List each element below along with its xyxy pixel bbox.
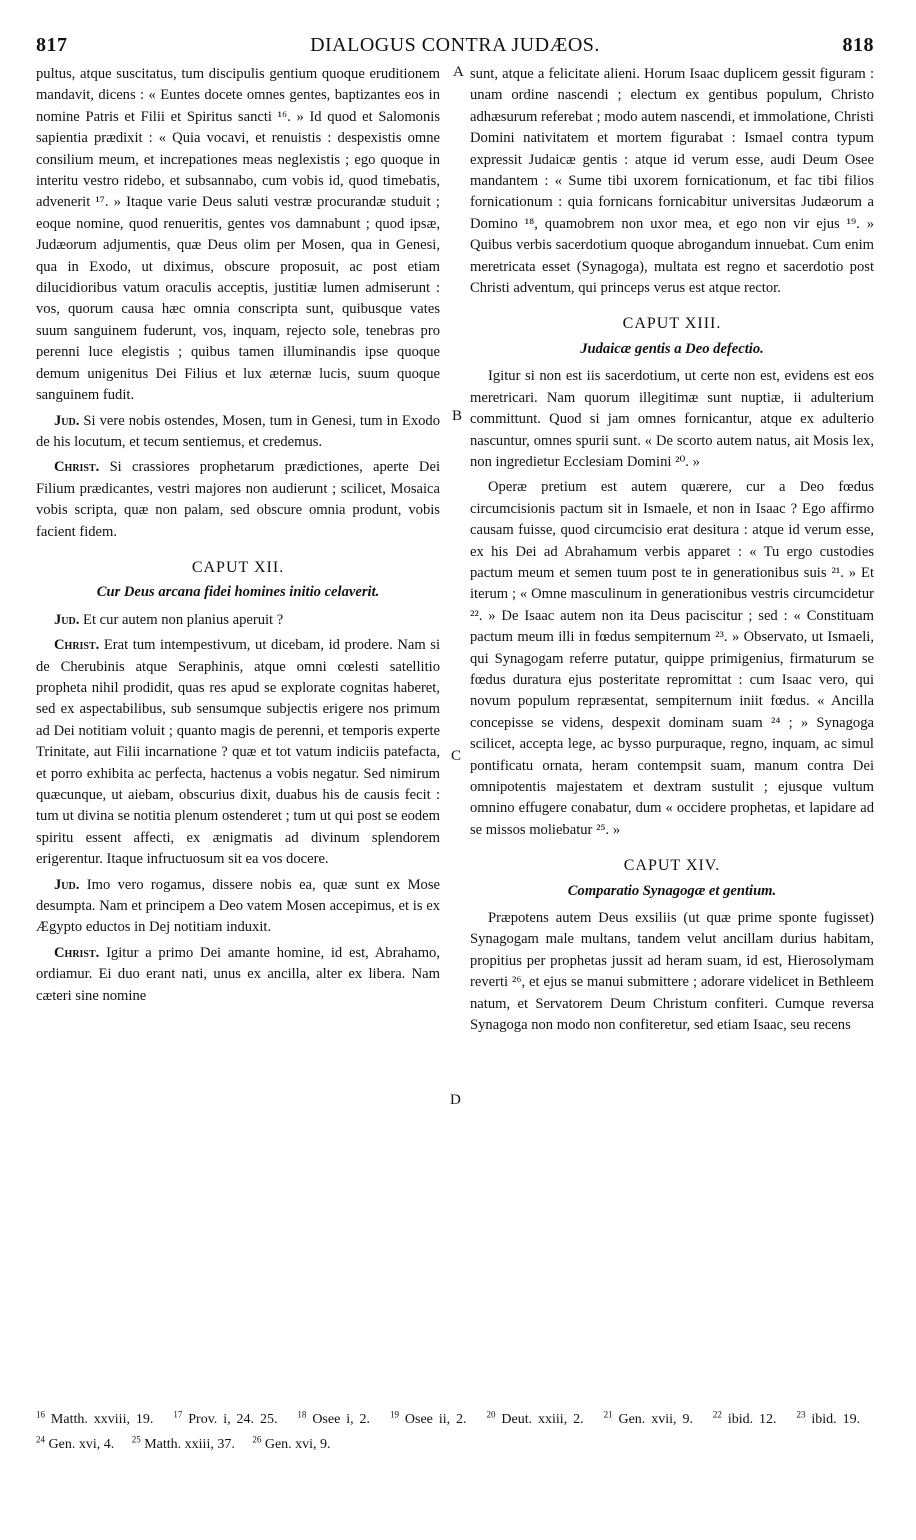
running-title: DIALOGUS CONTRA JUDÆOS. (310, 34, 600, 56)
footnote-number: 18 (297, 1409, 307, 1419)
footnote (486, 1409, 584, 1427)
chapter-subtitle: Cur Deus arcana fidei homines initio celaverit. (96, 584, 380, 601)
chapter-heading: CAPUT XIV. (623, 857, 721, 875)
footnote (173, 1409, 278, 1427)
footnote-reference: Gen. xvi, 4. (45, 1437, 115, 1453)
footnote-reference: Deut. xxiii, 2. (495, 1411, 584, 1427)
two-column-body (36, 64, 874, 1404)
paragraph: pultus, atque suscitatus, tum discipulis gentium quoque eruditionem mandavit, dicens : « Euntes docete omnes gentes, baptizantes eos in nomine Patris et Filii et Spiritus sancti ¹⁶. » Id quod et Salomonis sapientia prædixit : « Quia vocavi, et renuistis : despexistis omne consilium meum, et increpationes meas neglexistis ; ego quoque in interitu vestro ridebo, et subsannabo, cum vobis id, quod timebatis, advenerit ¹⁷. » Itaque varie Deus saluti vestræ procurandæ studuit ; eoque nomine, quod renueritis, gentes vos damnabunt ; quod ipsæ, Judæorum adjumentis, quæ Deus olim per Mosen, qua in Genesi, qua in Exodo, ut diximus, obscure proposuit, ac post etiam dilucidioribus vatum oraculis acceptis, justitiæ lumen admiserunt : vos, quorum causa hæc omnia conscripta sunt, quibusque vates suum sanguinem fuderunt, vos, inquam, rejecto sole, tenebras pro perenni luce elegistis ; quibus tamen illuminandis ipse quoque demum unigenitus Dei Filius et lux æternæ lucis, suum quoque sanguinem fudit. (36, 66, 440, 404)
speaker-label: Jud. (54, 611, 80, 628)
dialogue-paragraph: Jud. Si vere nobis ostendes, Mosen, tum in Genesi, tum in Exodo de his locutum, et tecum sentiemus, et credemus. (36, 412, 441, 450)
chapter-heading: CAPUT XIII. (622, 315, 722, 333)
paragraph: sunt, atque a felicitate alieni. Horum Isaac duplicem gessit figuram : unam ordine nascendi ; electum ex gentibus populum, Christo adhæsurum referebat ; modo autem nascendi, et immolatione, Christi Domini nativitatem et mortem figurabat : Ismael contra typum expressit Judaicæ gentis : atque id verum esse, audi Deum Osee mandantem : « Sume tibi uxorem fornicationum, et fac tibi filios fornicationum : quia fornicans fornicabitur universitas Judæorum a Domino ¹⁸, quamobrem non uxor mea, et ego non vir ejus ¹⁹. » Quibus verbis sacerdotium quoque abrogandum innuebat. Cum enim meretricata esset (Synagoga), multata est regno et sacerdotio post Christi adventum, qui princeps verus est atque rector. (470, 66, 874, 297)
footnote-reference: Gen. xvii, 9. (612, 1411, 693, 1427)
footnote-reference: Osee i, 2. (306, 1411, 371, 1427)
footnote (603, 1409, 693, 1427)
footnote-number: 20 (486, 1409, 496, 1419)
footnote-number: 23 (796, 1409, 806, 1419)
footnote-number: 16 (36, 1409, 45, 1419)
footnote-reference: Osee ii, 2. (398, 1411, 467, 1427)
footnote-reference: Matth. xxviii, 19. (45, 1411, 154, 1427)
right-column (470, 64, 874, 1404)
chapter-subtitle: Judaicæ gentis a Deo defectio. (580, 340, 764, 357)
footnote-number: 17 (173, 1409, 183, 1419)
footnote-reference: Prov. i, 24. 25. (182, 1411, 278, 1427)
chapter-subtitle: Comparatio Synagogæ et gentium. (567, 882, 777, 899)
footnote-reference: ibid. 12. (721, 1411, 777, 1427)
footnote (36, 1409, 154, 1427)
footnote (36, 1434, 115, 1453)
page-number-left: 817 (36, 34, 68, 56)
dialogue-paragraph: Christ. Erat tum intempestivum, ut dicebam, id prodere. Nam si de Cherubinis atque Seraphinis, atque omni cœlesti satellitio propheta nihil prodidit, quas res apud se explorate cognitas haberet, sed ex aspectabilibus, sub sensumque subjectis erigere nos primum ad Dei notitiam voluit ; quanto magis de perenni, et temporis experte Trinitate, aut Filii incarnatione ? quæ et tot vatum indiciis patefacta, et porro exhibita ac perfecta, hactenus a vobis negatur. Sed nimirum quæcunque, ut aiebam, obscurius dixit, duabus his de causis fecit : tum ut divina se notitia plenum ostenderet ; tum ut qui post se eodem spiritu essent affecti, ex ænigmatis ad divinum splendorem erigerentur. Itaque infructuosum sit ea vos docere. (36, 637, 440, 868)
chapter-heading: CAPUT XII. (191, 558, 285, 576)
footnote-reference: Gen. xvi, 9. (261, 1437, 331, 1453)
left-column (36, 64, 440, 1404)
footnote-number: 25 (131, 1434, 141, 1445)
dialogue-paragraph: Jud. Et cur autem non planius aperuit ? (54, 611, 284, 628)
footnote (712, 1409, 777, 1427)
dialogue-paragraph: Christ. Si crassiores prophetarum prædictiones, aperte Dei Filium prædicantes, vestri majores non audierunt ; scilicet, Mosaica vobis scripta, quæ non palam, sed obscure omnia produnt, vobis facient fidem. (36, 459, 440, 540)
margin-letter-c: C (451, 748, 462, 764)
paragraph: Præpotens autem Deus exsiliis (ut quæ prime sponte fugisset) Synagogam male multans, tandem velut ancillam durius habitam, propitius per prophetas jussit ad heram suam, id est, Hierosolymam reverti ²⁶, et ejus se manui submittere ; adorare videlicet in Bethleem natum, et Servatorem Deum Christum confiteri. Cumque reversa Synagoga non modo non confiteretur, sed etiam Isaac, seu recens (470, 910, 874, 1034)
footnote (252, 1434, 331, 1453)
dialogue-paragraph: Jud. Imo vero rogamus, dissere nobis ea, quæ sunt ex Mose desumpta. Nam et principem a Deo vatem Mosen accepimus, et is ex Ægypto eductos in Dej notitiam induxit. (36, 876, 441, 936)
footnote (796, 1409, 861, 1427)
footnote-number: 19 (389, 1409, 399, 1419)
dialogue-paragraph: Christ. Igitur a primo Dei amante homine, id est, Abrahamo, ordiamur. Ei duo erant nati, unus ex ancilla, alter ex libera. Nam cæteri sine nomine (36, 944, 440, 1004)
speaker-label: Christ. (54, 637, 100, 654)
paragraph: Igitur si non est iis sacerdotium, ut certe non est, evidens est eos meretricari. Nam quorum illegitimæ sunt nuptiæ, ii adulterium committunt. Quod si jam omnes fornicantur, atque ex adulterio nascuntur, omnes spurii sunt. « De scorto autem natus, ait Mosis lex, non ingredietur Ecclesiam Domini ²⁰. » (470, 368, 874, 470)
speaker-label: Jud. (54, 876, 80, 893)
speaker-label: Jud. (54, 412, 80, 429)
footnote (297, 1409, 371, 1427)
footnote-number: 24 (36, 1434, 45, 1445)
margin-letter-a: A (453, 64, 464, 80)
speaker-label: Christ. (54, 459, 100, 476)
running-header (36, 34, 874, 64)
footnote-reference: Matth. xxiii, 37. (140, 1437, 235, 1453)
margin-letter-b: B (452, 408, 463, 424)
footnote-number: 22 (712, 1409, 722, 1419)
footnote-reference: ibid. 19. (805, 1411, 861, 1427)
paragraph: Operæ pretium est autem quærere, cur a Deo fœdus circumcisionis pactum sit in Ismaele, et non in Isaac ? Ego affirmo causam fuisse, quod circumcisio erat desitura : atque id verum esse, ex his Dei ad Abrahamum verbis apparet : « Tu ergo custodies pactum meum et semen tuum post te in generationibus suis ²¹. » Et iterum ; « Omne masculinum in generationibus vestris circumcidetur ²². » De Isaac autem non ita Deus paciscitur ; sed : « Constituam pactum meum illi in fœdus sempiternum ²³. » Observato, ut Ismaeli, qui Synagogam referre putatur, quippe primigenius, firmaturum se fœdus duratura ejus posteritate repromittat : cum Isaac vero, qui novum populum repræsentat, sempiternum iniit fœdus. « Ancilla concepisse se videns, despexit dominam suam ²⁴ ; » Synagoga scilicet, accepta lege, ac bysso purpuraque, regno, inquam, ac simul pontificatu ornata, heram contempsit suam, manum contra Dei omnipotentis majestatem et dextram sustulit ; ejusque vultum omnino effugere conabatur, dum « occidere prophetas, et lapidare ad se missos moliebatur ²⁵. » (470, 479, 874, 838)
footnotes (36, 1404, 874, 1455)
footnote-number: 26 (252, 1434, 262, 1445)
speaker-label: Christ. (54, 944, 100, 961)
margin-letter-d: D (450, 1092, 461, 1108)
page-number-right: 818 (842, 34, 874, 56)
footnote (389, 1409, 467, 1427)
footnote (131, 1434, 235, 1453)
footnote-number: 21 (603, 1409, 613, 1419)
